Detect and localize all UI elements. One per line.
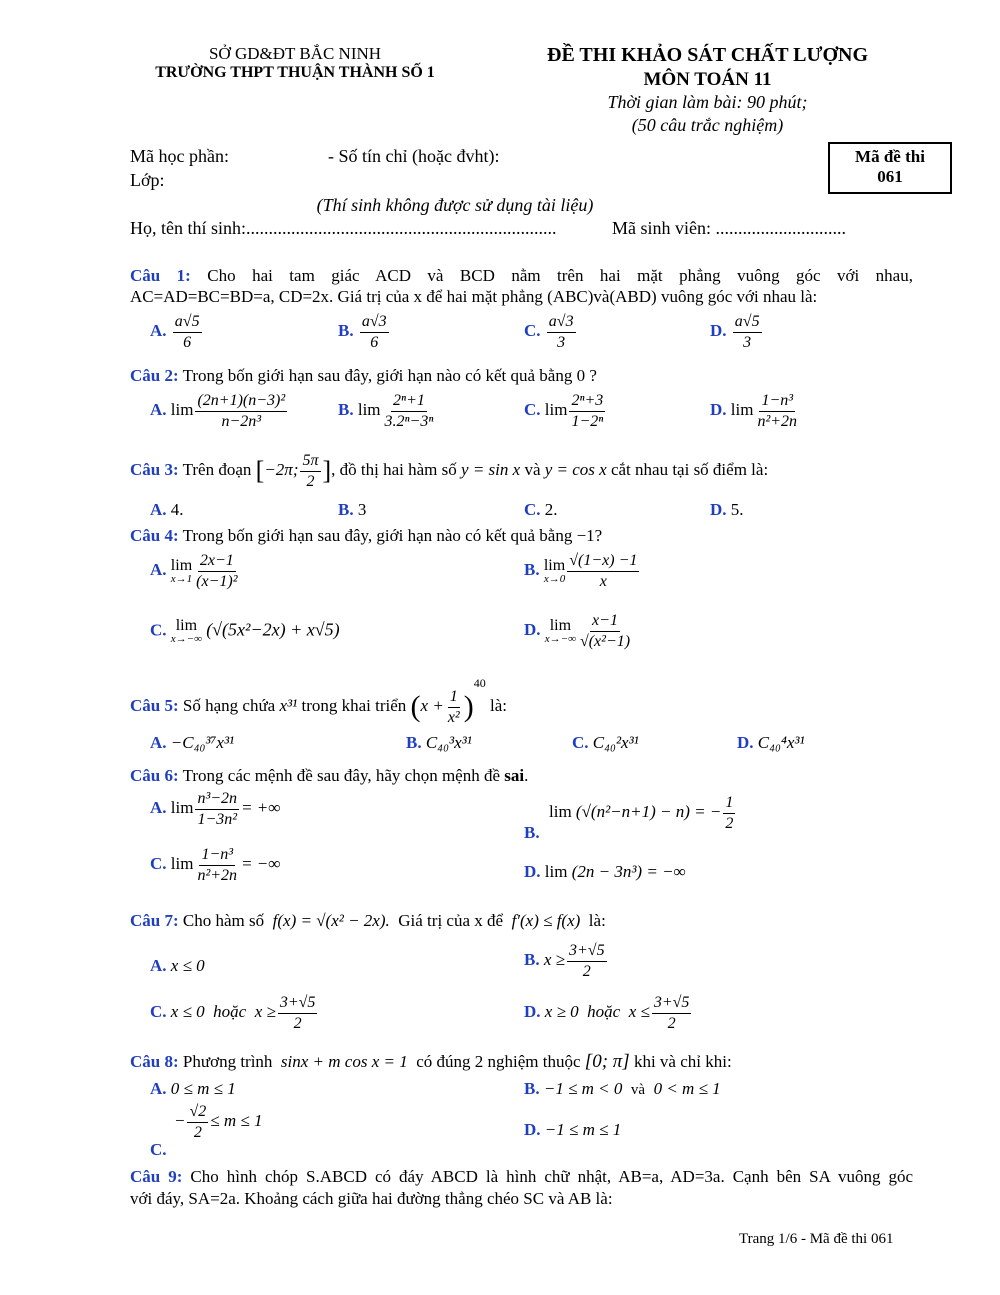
q8-option-c-expr[interactable] <box>174 1103 262 1141</box>
question-6: Câu 6: Trong các mệnh đề sau đây, hãy chọn mệnh đề sai. <box>130 766 529 785</box>
q5-option-a[interactable] <box>150 733 234 753</box>
option-text: C₄₀²x³¹ <box>592 733 639 752</box>
class-label: Lớp: <box>130 170 165 190</box>
q2-option-c[interactable] <box>524 392 607 430</box>
option-label: D. <box>524 1120 541 1139</box>
interval-start: −2π; <box>264 460 299 479</box>
question-text: Số hạng chứa <box>182 696 276 715</box>
question-label: Câu 2: <box>130 366 179 385</box>
emphasis-text: sai <box>504 766 525 785</box>
exam-note: (Thí sinh không được sử dụng tài liệu) <box>316 195 594 215</box>
option-text: x ≤ 0 hoặc x ≥ <box>170 1002 276 1021</box>
function-2: y = cos x <box>544 460 607 479</box>
fraction: $\frac{√(1-x) -1}{x}$ <box>569 552 638 590</box>
paren-left: ( <box>410 690 421 724</box>
q3-option-a[interactable] <box>150 500 184 520</box>
q6-option-b-label[interactable]: B. <box>524 823 540 842</box>
question-text: Trong bốn giới hạn sau đây, giới hạn nào có kết quả bằng −1? <box>182 526 603 545</box>
fraction: $\frac{\text{1−n³}}{\text{n²+2n}}$ <box>757 392 798 430</box>
q4-option-c[interactable] <box>150 618 340 645</box>
expression: (√(n²−n+1) − n) = − <box>575 802 722 821</box>
option-text: 3 <box>357 500 367 519</box>
question-text: Trong các mệnh đề sau đây, hãy chọn mệnh đề <box>182 766 501 785</box>
question-text: Cho hai tam giác ACD và BCD nằm trên hai mặt phẳng vuông góc với nhau, <box>207 266 913 285</box>
lim-symbol: lim x→−∞ <box>544 616 576 645</box>
question-label: Câu 6: <box>130 766 179 785</box>
fraction: $\frac{\text{2ⁿ+3}}{\text{1−2ⁿ}}$ <box>571 392 604 430</box>
q4-option-a[interactable] <box>150 552 242 590</box>
question-text: Cho hàm số <box>182 911 265 930</box>
question-label: Câu 1: <box>130 266 191 285</box>
question-4 <box>130 526 602 546</box>
q8-option-c-label[interactable]: C. <box>150 1140 167 1159</box>
fraction: $\frac{√2}{2}$ <box>189 1103 207 1141</box>
q1-option-a[interactable] <box>150 313 204 351</box>
exam-code-box <box>828 142 952 194</box>
question-label: Câu 4: <box>130 526 179 545</box>
question-text: Cho hình chóp S.ABCD có đáy ABCD là hình chữ nhật, AB=a, AD=3a. Cạnh bên SA vuông góc <box>190 1167 914 1186</box>
school-name: TRƯỜNG THPT THUẬN THÀNH SỐ 1 <box>155 64 435 81</box>
page-footer: Trang 1/6 - Mã đề thi 061 <box>739 1231 894 1247</box>
q3-option-d[interactable] <box>710 500 744 520</box>
question-count: (50 câu trắc nghiệm) <box>631 115 784 135</box>
paren-right: ) <box>463 690 474 724</box>
expression: (2n − 3n³) = −∞ <box>571 862 686 881</box>
fraction: $\frac{3+√5}{2}$ <box>279 994 316 1032</box>
question-text: là: <box>588 911 606 930</box>
condition: f′(x) ≤ f(x) <box>511 911 581 930</box>
lim-symbol: lim <box>170 798 194 817</box>
option-label: C. <box>524 500 541 519</box>
fraction: $\frac{1}{\text{x²}}$ <box>447 688 460 726</box>
option-label: A. <box>150 1079 167 1098</box>
exam-duration: Thời gian làm bài: 90 phút; <box>607 92 808 112</box>
q6-option-d[interactable] <box>524 862 686 882</box>
question-text: trong khai triển <box>301 696 407 715</box>
option-label: C. <box>524 321 541 340</box>
fraction: $\frac{1}{2}$ <box>725 794 734 832</box>
q3-option-b[interactable] <box>338 500 366 520</box>
option-text: ≤ m ≤ 1 <box>210 1111 263 1130</box>
exam-code-label: Mã đề thi <box>855 147 925 166</box>
equation: sinx + m cos x = 1 <box>280 1052 408 1071</box>
interval: [0; π] <box>584 1051 630 1072</box>
option-label: D. <box>524 1002 541 1021</box>
question-text: là: <box>489 696 507 715</box>
question-9-line-2: với đáy, SA=2a. Khoảng cách giữa hai đường thẳng chéo SC và AB là: <box>130 1189 613 1208</box>
option-label: A. <box>150 560 167 579</box>
question-9-line-1 <box>130 1167 913 1187</box>
bracket-left: [ <box>255 456 265 486</box>
fraction: $\frac{\text{2ⁿ+1}}{\text{3.2ⁿ−3ⁿ}}$ <box>384 392 434 430</box>
student-id-line: Mã sinh viên: ............................. <box>612 218 846 238</box>
option-label: C. <box>150 854 167 873</box>
q5-option-b[interactable] <box>406 733 472 753</box>
lim-symbol: lim <box>357 400 381 419</box>
department-name: SỞ GD&ĐT BẮC NINH <box>208 44 382 63</box>
fraction: $\frac{2x-1}{\text{(x−1)²}}$ <box>196 552 238 590</box>
question-label: Câu 5: <box>130 696 179 715</box>
option-label: B. <box>524 950 540 969</box>
q8-option-a[interactable] <box>150 1079 236 1099</box>
option-label: A. <box>150 733 167 752</box>
fraction: $\frac{a√3}{3}$ <box>548 313 574 351</box>
fraction: $\frac{\text{(2n+1)(n−3)²}}{\text{n−2n³}}$ <box>197 392 286 430</box>
q3-option-c[interactable] <box>524 500 558 520</box>
option-text: −C₄₀³⁷x³¹ <box>170 733 235 752</box>
expression: = +∞ <box>241 798 281 817</box>
question-3 <box>130 452 768 490</box>
fraction: $\frac{a√3}{6}$ <box>361 313 387 351</box>
question-label: Câu 8: <box>130 1052 179 1071</box>
bracket-right: ] <box>322 456 332 486</box>
question-text: cắt nhau tại số điểm là: <box>610 460 769 479</box>
lim-symbol: lim x→0 <box>543 556 566 585</box>
lim-symbol: lim <box>544 862 568 881</box>
expression: (√(5x²−2x) + x√5) <box>206 619 340 640</box>
option-label: C. <box>524 400 541 419</box>
option-text: 2. <box>544 500 558 519</box>
question-label: Câu 9: <box>130 1167 183 1186</box>
exam-title: ĐỀ THI KHẢO SÁT CHẤT LƯỢNG <box>547 44 868 66</box>
candidate-name-line: Họ, tên thí sinh:..................................................................... <box>130 218 557 238</box>
q8-option-b[interactable] <box>524 1079 721 1099</box>
fraction: $\frac{a√5}{3}$ <box>734 313 760 351</box>
fraction: $\frac{x-1}{\text{√(x²−1)}}$ <box>579 612 631 650</box>
question-text: Trên đoạn <box>182 460 252 479</box>
q1-option-b[interactable] <box>338 313 391 351</box>
q2-option-a[interactable] <box>150 392 289 430</box>
option-label: B. <box>524 560 540 579</box>
q6-option-c[interactable] <box>150 846 280 884</box>
option-label: A. <box>150 400 167 419</box>
q7-option-d[interactable] <box>524 994 693 1032</box>
option-label: B. <box>338 321 354 340</box>
q8-option-d[interactable] <box>524 1120 621 1140</box>
fraction: $\frac{\text{n³−2n}}{\text{1−3n²}}$ <box>197 790 238 828</box>
question-1-line-1 <box>130 266 913 286</box>
option-label: B. <box>524 1079 540 1098</box>
term: x³¹ <box>279 696 298 715</box>
option-text: −1 ≤ m ≤ 1 <box>544 1120 622 1139</box>
option-label: D. <box>710 321 727 340</box>
q6-option-a[interactable] <box>150 790 280 828</box>
q2-option-d[interactable] <box>710 392 801 430</box>
question-text: Trong bốn giới hạn sau đây, giới hạn nào có kết quả bằng 0 ? <box>182 366 597 385</box>
question-text: khi và chỉ khi: <box>633 1052 732 1071</box>
q4-option-d[interactable] <box>524 612 634 650</box>
question-2 <box>130 366 597 386</box>
option-text: và <box>630 1082 646 1098</box>
lim-symbol: lim <box>170 854 194 873</box>
exponent: 40 <box>473 676 486 690</box>
fraction: $\frac{3+√5}{2}$ <box>568 942 605 980</box>
expression: x + <box>420 696 444 715</box>
option-label: D. <box>710 400 727 419</box>
option-text: x ≥ <box>543 950 565 969</box>
q7-option-a[interactable] <box>150 956 205 976</box>
q7-option-c[interactable] <box>150 994 319 1032</box>
option-text: 4. <box>170 500 184 519</box>
fraction: $\frac{3+√5}{2}$ <box>653 994 690 1032</box>
course-code-label: Mã học phần: <box>130 146 229 166</box>
q6-option-b-expr[interactable] <box>549 794 737 832</box>
question-8 <box>130 1051 732 1073</box>
option-text: −1 ≤ m < 0 <box>543 1079 623 1098</box>
option-label: A. <box>150 321 167 340</box>
expression: = −∞ <box>241 854 281 873</box>
option-label: D. <box>524 620 541 639</box>
option-text: C₄₀⁴x³¹ <box>757 733 805 752</box>
option-label: B. <box>338 400 354 419</box>
question-text: , đồ thị hai hàm số <box>331 460 457 479</box>
lim-symbol: lim <box>730 400 754 419</box>
q5-option-c[interactable] <box>572 733 639 753</box>
option-label: C. <box>150 620 167 640</box>
option-label: C. <box>150 1002 167 1021</box>
lim-symbol: lim <box>170 400 194 419</box>
question-5 <box>130 676 507 726</box>
question-label: Câu 7: <box>130 911 179 930</box>
option-label: D. <box>524 862 541 881</box>
lim-symbol: lim x→−∞ <box>170 617 202 645</box>
option-label: A. <box>150 798 167 817</box>
option-label: A. <box>150 500 167 519</box>
question-text: và <box>524 460 541 479</box>
credits-label: - Số tín chỉ (hoặc đvht): <box>328 146 500 166</box>
question-7 <box>130 911 606 931</box>
option-label: D. <box>737 733 754 752</box>
option-text: 5. <box>730 500 744 519</box>
fraction: $\frac{\text{1−n³}}{\text{n²+2n}}$ <box>197 846 238 884</box>
fraction: $\frac{5\pi}{2}$ <box>302 452 319 490</box>
q1-option-c[interactable] <box>524 313 578 351</box>
option-text: x ≥ 0 hoặc x ≤ <box>544 1002 650 1021</box>
fraction: $\frac{a√5}{6}$ <box>174 313 200 351</box>
q4-option-b[interactable] <box>524 552 641 590</box>
question-label: Câu 3: <box>130 460 179 479</box>
option-text: 0 ≤ m ≤ 1 <box>170 1079 236 1098</box>
exam-code-value: 061 <box>877 167 903 186</box>
option-text: x ≤ 0 <box>170 956 205 975</box>
question-text: có đúng 2 nghiệm thuộc <box>416 1052 581 1071</box>
function-1: y = sin x <box>461 460 521 479</box>
question-text: Giá trị của x để <box>398 911 504 930</box>
option-label: B. <box>338 500 354 519</box>
subject-title: MÔN TOÁN 11 <box>643 69 772 90</box>
option-text: 0 < m ≤ 1 <box>653 1079 721 1098</box>
q5-option-d[interactable] <box>737 733 805 753</box>
q7-option-b[interactable] <box>524 942 609 980</box>
option-label: A. <box>150 956 167 975</box>
option-text: C₄₀³x³¹ <box>425 733 472 752</box>
option-text: − <box>174 1111 186 1130</box>
question-text: Phương trình <box>182 1052 273 1071</box>
option-label: D. <box>710 500 727 519</box>
q1-option-d[interactable] <box>710 313 764 351</box>
function: f(x) = √(x² − 2x). <box>272 911 390 930</box>
lim-symbol: lim <box>544 400 568 419</box>
question-1-line-2: AC=AD=BC=BD=a, CD=2x. Giá trị của x để hai mặt phẳng (ABC)và(ABD) vuông góc với nhau là: <box>130 287 818 306</box>
option-label: B. <box>406 733 422 752</box>
q2-option-b[interactable] <box>338 392 437 430</box>
lim-symbol: lim x→1 <box>170 556 193 585</box>
lim-symbol: lim <box>549 802 572 821</box>
option-label: C. <box>572 733 589 752</box>
